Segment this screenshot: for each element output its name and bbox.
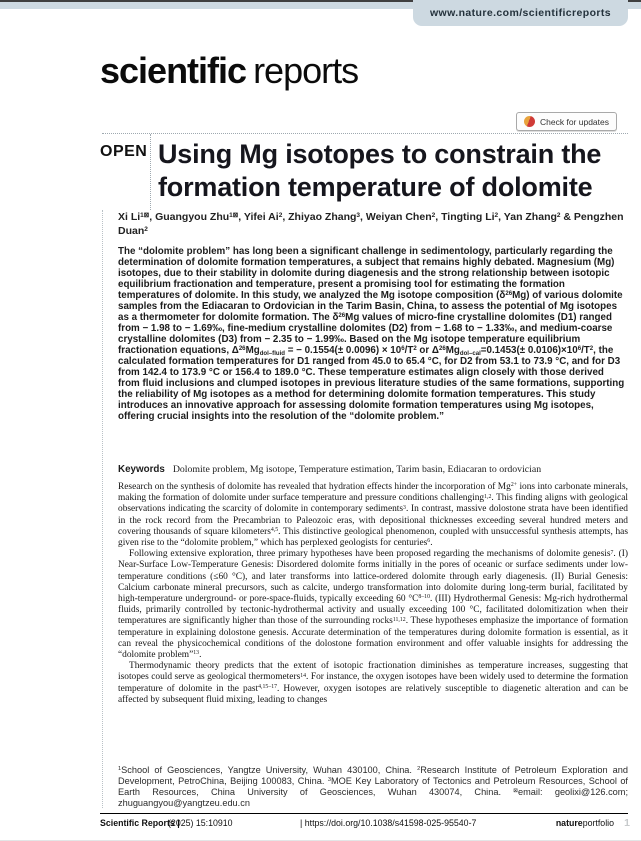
article-title-line-1: Using Mg isotopes to constrain the: [158, 139, 602, 169]
journal-url: www.nature.com/scientificreports: [429, 7, 612, 19]
abstract-text: The “dolomite problem” has long been a significant challenge in sedimentology, particularly regarding the determination of dolomite formation temperatures, a subject that remains highly debated. Magnesium (Mg) isotopes, due to their stability in dolomite during diagenesis and the strong relationship between isotopic equilibrium fractionation and temperature, present a promising tool for estimating the formation temperatures of dolomite. In this study, we analyzed the Mg isotope composition $(\delta^{26}Mg)$ of various dolomite samples from the Ediacaran to Ordovician in the Tarim Basin, China, to assess the potential of Mg isotopes as a thermometer for dolomite formation. The $\delta^{26}Mg$ values of micro-fine crystalline dolomites (D1) ranged from − 1.98 to − 1.69‰, fine-medium crystalline dolomites (D2) from − 1.68 to − 1.33‰, and medium-coarse crystalline dolomites (D3) from − 2.35 to − 1.99‰. Based on the Mg isotope temperature equilibrium fractionation equations, $\Delta^{26}Mg_{dol-fluid}$ = − $0.1554(\pm 0.0096) \times 10^6/T^2$ or $\Delta^{26}Mg_{dol-cal}=0.1453(\pm 0.0106)\times 10^6/T^2$, the calculated formation temperatures for D1 ranged from 45.0 to 65.4 °C, for D2 from 53.1 to 73.9 °C, and for D3 from 142.4 to 173.9 °C or 156.4 to 189.0 °C. These temperature estimates align closely with those derived from fluid inclusions and clumped isotopes in previous literature studies of the same formations, supporting the reliability of Mg isotopes as a method for determining dolomite formation temperatures. This study introduces an innovative approach for assessing dolomite formation temperatures using Mg isotopes, offering crucial insights into the resolution of the “dolomite problem.”: [118, 246, 625, 422]
check-for-updates-label: Check for updates: [540, 116, 609, 127]
keywords-text: Dolomite problem, Mg isotope, Temperature estimation, Tarim basin, Ediacaran to ordovician: [172, 464, 542, 475]
keywords-line: [118, 464, 628, 475]
footer-issue: (2025) 15:10910: [168, 818, 233, 828]
body-paragraph-3: Thermodynamic theory predicts that the extent of isotopic fractionation diminishes as temperature increases, suggesting that isotopes could serve as geological thermometers$^{14}$. For instance, the oxygen isotopes have been widely used to determine the formation temperature of dolomite in the past$^{4,15-17}$. However, oxygen isotopes are relatively susceptible to diagenetic alteration and can be affected by subsequent fluid mixing, leading to changes: [118, 661, 629, 705]
footer-doi-link[interactable]: | https://doi.org/10.1038/s41598-025-95540-7: [300, 818, 477, 828]
footer-journal-name: Scientific Reports |: [100, 818, 180, 828]
footer-rule: [100, 813, 628, 814]
crossmark-icon: [524, 116, 535, 127]
dotted-rule-horizontal: [102, 133, 628, 134]
dotted-rule-vertical-column: [102, 210, 103, 808]
nature-portfolio-bold: nature: [555, 818, 583, 828]
journal-logo: [100, 50, 358, 92]
affiliations-footnote: $^1$School of Geosciences, Yangtze University, Wuhan 430100, China. $^2$Research Institute of Petroleum Exploration and Development, PetroChina, Beijing 100083, China. $^3$MOE Key Laboratory of Tectonics and Petroleum Resources, School of Earth Resources, China University of Geosciences, Wuhan 430074, China. ⊠email: geolixi@126.com; zhuguangyou@yangtzeu.edu.cn: [118, 765, 628, 808]
page-number: 1: [624, 817, 630, 829]
article-title: [158, 138, 601, 204]
body-paragraph-1: Research on the synthesis of dolomite has revealed that hydration effects hinder the incorporation of $Mg^{2+}$ ions into carbonate minerals, making the formation of dolomite under surface temperature and pressure conditions challenging$^{1,2}$. This finding aligns with geological observations indicating the scarcity of dolomite in contemporary sediments$^3$. In contrast, massive dolostone strata have been identified in the rock record from the Precambrian to Paleozoic eras, with depositional thicknesses exceeding several hundred meters and covering thousands of square kilometers$^{4,5}$. This distinctive geological phenomenon, coupled with unsuccessful synthesis attempts, has given rise to the “dolomite problem,” which has perplexed geologists for centuries$^6$.: [118, 482, 628, 549]
logo-word-scientific: scientific: [100, 50, 247, 91]
nature-portfolio-light: portfolio: [582, 818, 614, 828]
check-for-updates-button[interactable]: [516, 112, 617, 131]
open-access-label: OPEN: [100, 143, 148, 160]
body-paragraph-2: Following extensive exploration, three primary hypotheses have been proposed regarding the mechanisms of dolomite genesis$^7$. (I) Near-Surface Low-Temperature Genesis: Disordered dolomite forms initially in the pores of oceanic or surface sediments under low-temperature conditions (≤60 °C), and later transforms into lattice-ordered dolomite through early diagenesis. (II) Burial Genesis: Calcium carbonate mineral precursors, such as calcite, undergo transformation into dolomite during long-term burial, facilitated by high-temperature underground- or pore-space-fluids, typically exceeding 60 $^\circ C^{8-10}$. (III) Hydrothermal Genesis: Mg-rich hydrothermal fluids, primarily controlled by tectonic-hydrothermal activity and usually exceeding 100 °C, facilitated dolomitization when their temperatures are significantly higher than those of the surrounding rocks$^{11,12}$. These hypotheses emphasize the importance of formation temperature in explaining dolostone genesis. Accurate determination of the temperatures during dolomite formation is essential, as it can reveal the physicochemical conditions of the dolostone formation environment and offer valuable insights for addressing the “dolomite problem”$^{13}$.: [118, 549, 629, 661]
article-title-line-2: formation temperature of dolomite: [158, 172, 593, 202]
logo-word-reports: reports: [253, 50, 359, 91]
dotted-rule-vertical-title: [150, 134, 151, 210]
article-body: [118, 482, 628, 706]
authors-line: Xi $Li^{1⊠}$, Guangyou Zhu$^{1⊠}$, Yifei Ai$^2$, Zhiyao Zhang$^3$, Weiyan Chen$^2$, Tingting Li$^2$, Yan Zhang$^2$ & Pengzhen Duan$^2$: [118, 211, 624, 237]
nature-portfolio-logo: [556, 818, 614, 828]
keywords-label: Keywords: [118, 464, 165, 475]
page-footer: [100, 818, 628, 832]
journal-url-tab[interactable]: [413, 0, 628, 26]
